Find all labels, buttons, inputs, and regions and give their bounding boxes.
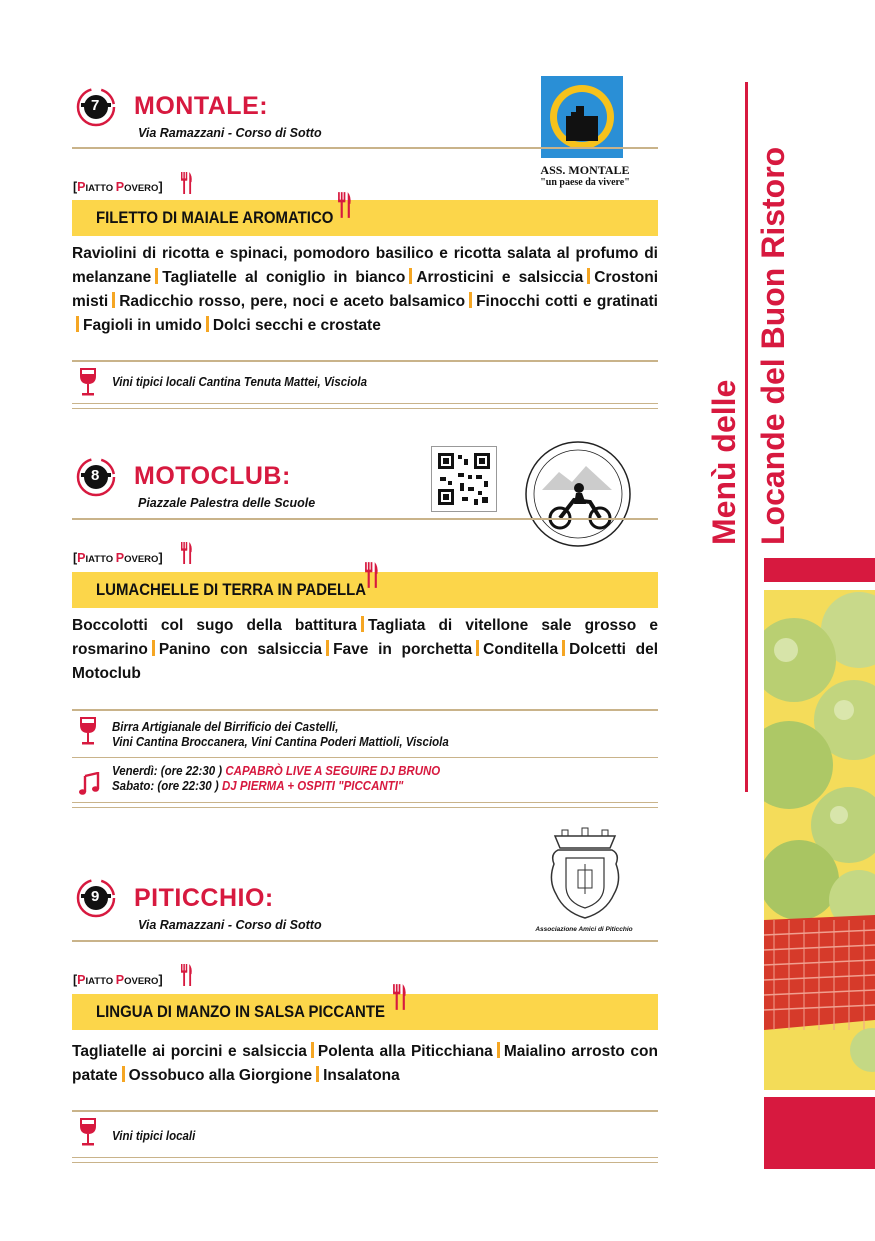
separator <box>361 616 364 632</box>
place-title: PITICCHIO: <box>134 884 274 912</box>
fork-knife-icon <box>337 192 352 218</box>
menu-list: Raviolini di ricotta e spinaci, pomodoro basilico e ricotta salata al profumo di melanzane Tagliatelle al coniglio in bianco Arrosticini e salsiccia Crostoni misti Radicchio rosso, pere, noci e aceto balsamico Finocchi cotti e gratinatiFagioli in umido Dolci secchi e crostate <box>72 245 658 334</box>
dish-title: FILETTO DI MAIALE AROMATICO <box>96 208 334 227</box>
ass-montale-logo <box>541 76 623 158</box>
number-badge <box>76 457 116 497</box>
menu-list: Boccolotti col sugo della battitura Tagliata di vitellone sale grosso e rosmarino Panino con salsiccia Fave in porchetta Conditella Dolcetti del Motoclub <box>72 617 658 682</box>
qr-code[interactable] <box>431 446 497 512</box>
separator <box>326 640 329 656</box>
divider <box>72 757 658 758</box>
music-note-icon <box>78 772 100 796</box>
motoclub-logo <box>524 440 632 548</box>
separator <box>469 292 472 308</box>
piatto-povero-label: [PIATTO POVERO] <box>73 551 163 565</box>
divider <box>72 709 658 711</box>
fork-knife-icon <box>180 964 193 986</box>
dish-banner <box>72 572 658 608</box>
music-events: Venerdì: (ore 22:30 ) CAPABRÒ LIVE A SEGUIRE DJ BRUNO Sabato: (ore 22:30 ) DJ PIERMA + OSPITI "PICCANTI" <box>112 764 441 793</box>
separator <box>562 640 565 656</box>
separator <box>112 292 115 308</box>
wine-glass-icon <box>78 367 98 397</box>
separator <box>152 640 155 656</box>
separator <box>311 1042 314 1058</box>
sidebar-accent-bar-bottom <box>764 1097 875 1169</box>
separator <box>76 316 79 332</box>
fork-knife-icon <box>392 984 407 1010</box>
divider <box>72 408 658 409</box>
separator <box>476 640 479 656</box>
menu-list: Tagliatelle ai porcini e salsiccia Polenta alla Piticchiana Maialino arrosto con patate Ossobuco alla Giorgione Insalatona <box>72 1043 658 1084</box>
separator <box>316 1066 319 1082</box>
drinks-note: Vini tipici locali Cantina Tenuta Mattei, Visciola <box>112 375 367 389</box>
fork-knife-icon <box>180 542 193 564</box>
divider <box>72 1162 658 1163</box>
dish-banner <box>72 994 658 1030</box>
badge-number: 8 <box>91 467 100 484</box>
wine-glass-icon <box>78 1117 98 1147</box>
sidebar-title-line2: Locande del Buon Ristoro <box>755 146 791 545</box>
divider <box>72 360 658 362</box>
separator <box>122 1066 125 1082</box>
piticchio-crest-logo <box>540 824 630 922</box>
dish-title: LINGUA DI MANZO IN SALSA PICCANTE <box>96 1002 385 1021</box>
divider <box>72 1110 658 1112</box>
divider <box>72 802 658 803</box>
dish-banner <box>72 200 658 236</box>
divider <box>72 940 658 942</box>
place-address: Via Ramazzani - Corso di Sotto <box>138 918 322 932</box>
sidebar-title-line1: Menù delle <box>706 379 742 545</box>
number-badge <box>76 87 116 127</box>
sidebar-accent-bar-top <box>764 558 875 582</box>
piatto-povero-label: [PIATTO POVERO] <box>73 180 163 194</box>
logo-title: ASS. MONTALE <box>540 163 630 177</box>
drinks-note: Vini tipici locali <box>112 1129 196 1143</box>
separator <box>497 1042 500 1058</box>
badge-number: 7 <box>91 97 100 114</box>
drinks-note: Birra Artigianale del Birrificio dei Castelli, Vini Cantina Broccanera, Vini Cantina Poderi Mattioli, Visciola <box>112 720 449 749</box>
piatto-povero-label: [PIATTO POVERO] <box>73 973 163 987</box>
separator <box>587 268 590 284</box>
divider <box>72 147 658 149</box>
separator <box>155 268 158 284</box>
sidebar-line <box>745 82 748 792</box>
divider <box>72 807 658 808</box>
badge-number: 9 <box>91 888 100 905</box>
divider <box>72 403 658 404</box>
logo-caption: Associazione Amici di Piticchio <box>535 926 633 933</box>
place-title: MOTOCLUB: <box>134 462 291 490</box>
divider <box>72 1157 658 1158</box>
place-address: Via Ramazzani - Corso di Sotto <box>138 126 322 140</box>
place-address: Piazzale Palestra delle Scuole <box>138 496 316 510</box>
logo-subtitle: "un paese da vivere" <box>540 177 630 188</box>
wine-glass-icon <box>78 716 98 746</box>
place-title: MONTALE: <box>134 92 269 120</box>
separator <box>409 268 412 284</box>
dish-title: LUMACHELLE DI TERRA IN PADELLA <box>96 580 367 599</box>
divider <box>72 518 658 520</box>
number-badge <box>76 878 116 918</box>
fork-knife-icon <box>180 172 193 194</box>
separator <box>206 316 209 332</box>
fork-knife-icon <box>364 562 379 588</box>
grapes-photo <box>764 590 875 1090</box>
